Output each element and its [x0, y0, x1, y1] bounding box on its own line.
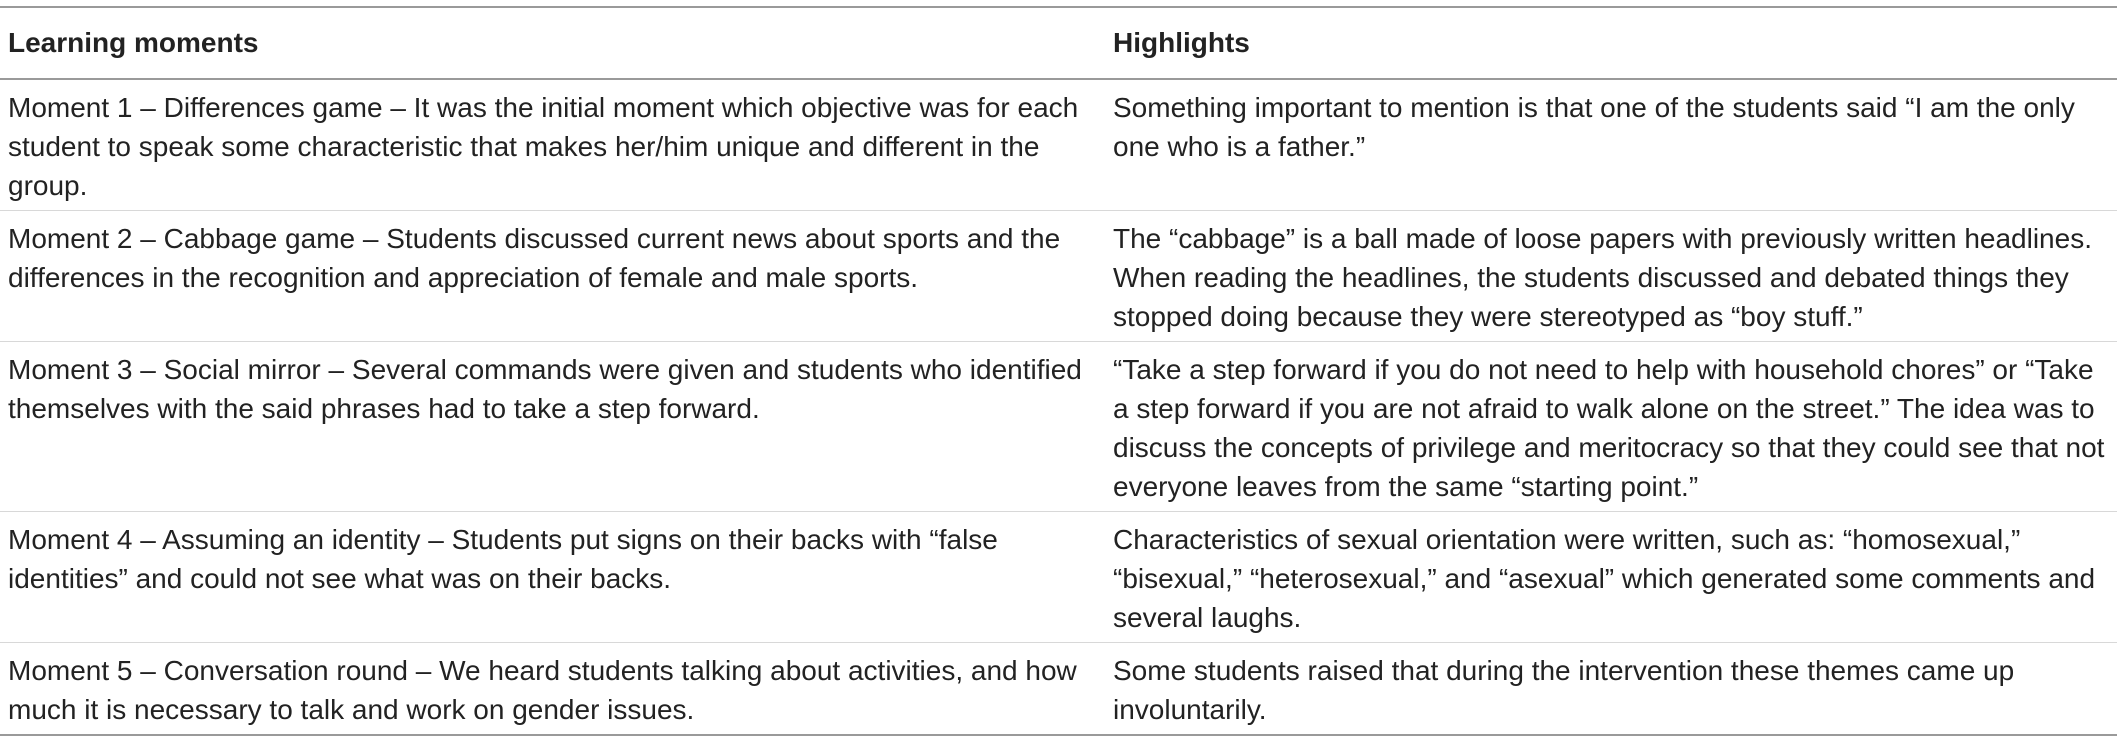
moment-cell: Moment 1 – Differences game – It was the initial moment which objective was for each student to speak some characteristic that makes her/him unique and different in the group.: [8, 92, 1079, 201]
table-header: [0, 7, 2117, 79]
moment-cell: Moment 3 – Social mirror – Several commands were given and students who identified themselves with the said phrases had to take a step forward.: [8, 354, 1082, 424]
table-row: [0, 342, 2117, 512]
table-row: [0, 79, 2117, 211]
moment-cell: Moment 5 – Conversation round – We heard students talking about activities, and how much it is necessary to talk and work on gender issues.: [8, 655, 1077, 725]
highlight-cell: Something important to mention is that one of the students said “I am the only one who is a father.”: [1113, 92, 2075, 162]
table-body: [0, 79, 2117, 735]
header-highlights: Highlights: [1113, 27, 1250, 58]
highlight-cell: The “cabbage” is a ball made of loose papers with previously written headlines. When reading the headlines, the students discussed and debated things they stopped doing because they were stereotyped as “boy stuff.”: [1113, 223, 2092, 332]
table-row: [0, 512, 2117, 643]
header-learning-moments: Learning moments: [8, 27, 259, 58]
table-row: [0, 211, 2117, 342]
highlight-cell: “Take a step forward if you do not need to help with household chores” or “Take a step forward if you are not afraid to walk alone on the street.” The idea was to discuss the concepts of privilege and meritocracy so that they could see that not everyone leaves from the same “starting point.”: [1113, 354, 2105, 502]
header-row: [0, 7, 2117, 79]
learning-moments-table: [0, 6, 2117, 736]
highlight-cell: Characteristics of sexual orientation were written, such as: “homosexual,” “bisexual,” “heterosexual,” and “asexual” which generated some comments and several laughs.: [1113, 524, 2096, 633]
moment-cell: Moment 2 – Cabbage game – Students discussed current news about sports and the differences in the recognition and appreciation of female and male sports.: [8, 223, 1061, 293]
moment-cell: Moment 4 – Assuming an identity – Students put signs on their backs with “false identities” and could not see what was on their backs.: [8, 524, 998, 594]
table-row: [0, 643, 2117, 736]
highlight-cell: Some students raised that during the intervention these themes came up involuntarily.: [1113, 655, 2015, 725]
